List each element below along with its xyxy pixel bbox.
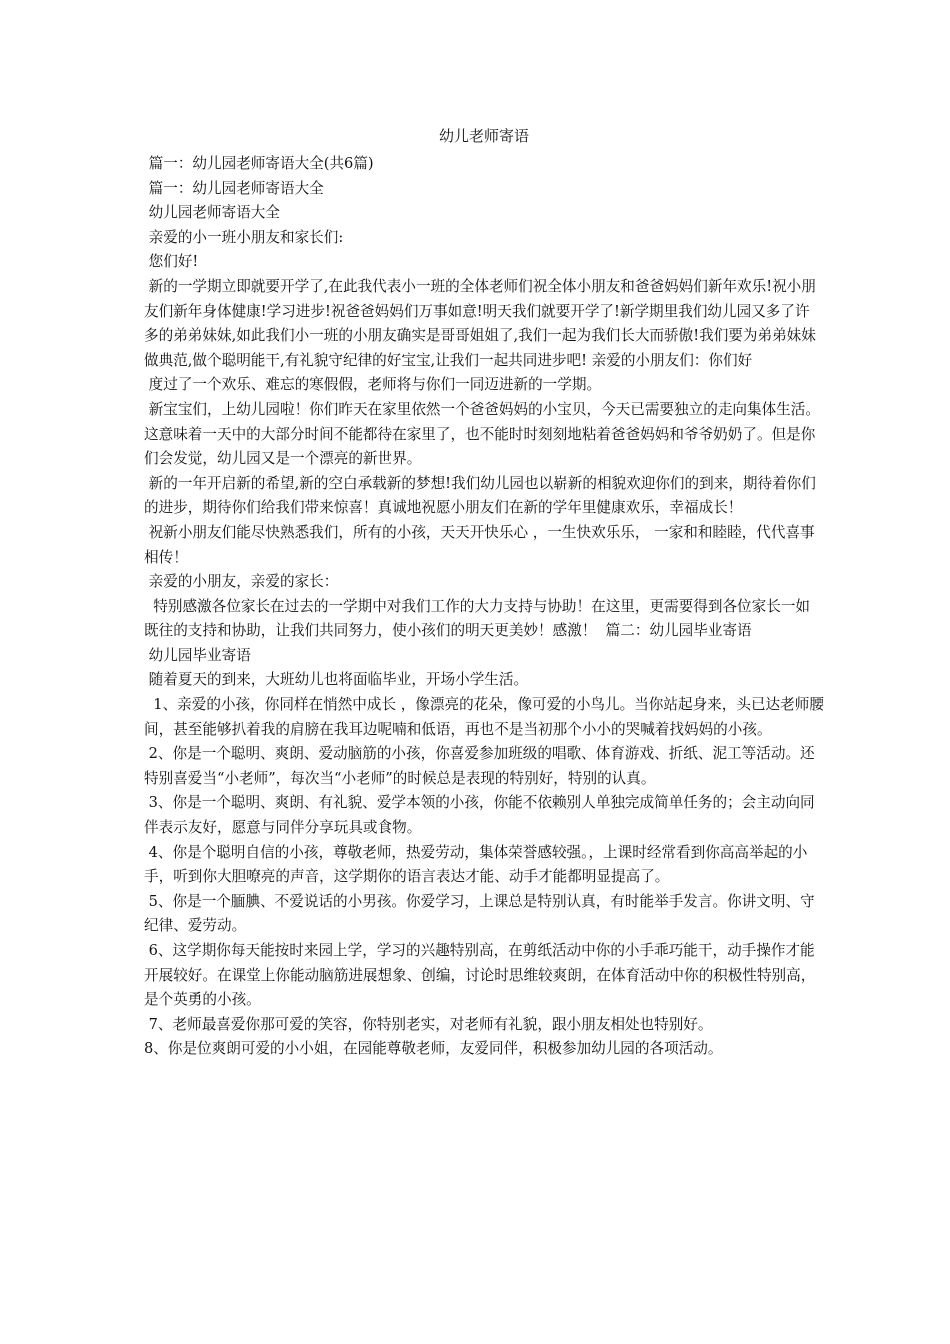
document-title: 幼儿老师寄语 [438,127,529,145]
document-body [144,152,824,1062]
paragraph: 8、你是位爽朗可爱的小小姐，在园能尊敬老师，友爱同伴，积极参加幼儿园的各项活动。 [144,1040,723,1058]
paragraph: 您们好! [144,253,199,271]
paragraph: 6、这学期你每天能按时来园上学，学习的兴趣特别高，在剪纸活动中你的小手乖巧能干，动手操作才能开展较好。在课堂上你能动脑筋进展想象、创编，讨论时思维较爽朗，在体育活动中你的积极性特别高，是个英勇的小孩。 [144,942,816,1009]
paragraph: 3、你是一个聪明、爽朗、有礼貌、爱学本领的小孩，你能不依赖别人单独完成简单任务的；会主动向同伴表示友好，愿意与同伴分享玩具或食物。 [144,794,815,837]
paragraph: 随着夏天的到来，大班幼儿也将面临毕业，开场小学生活。 [144,671,529,689]
paragraph: 4、你是个聪明自信的小孩，尊敬老师，热爱劳动，集体荣誉感较强。，上课时经常看到你高高举起的小手，听到你大胆嘹亮的声音，这学期你的语言表达才能、动手才能都明显提高了。 [144,843,808,886]
paragraph: 1、亲爱的小孩，你同样在悄然中成长 ，像漂亮的花朵，像可爱的小鸟儿。当你站起身来，头已达老师腰间，甚至能够扒着我的肩膀在我耳边呢喃和低语，再也不是当初那个小小的哭喊着找妈妈的小孩。 [144,696,824,738]
paragraph: 新的一年开启新的希望,新的空白承载新的梦想!我们幼儿园也以崭新的相貌欢迎你们的到来，期待着你们的进步，期待你们给我们带来惊喜！真诚地祝愿小朋友们在新的学年里健康欢乐，幸福成长！ [144,474,816,517]
paragraph: 幼儿园老师寄语大全 [144,204,280,222]
document-page [144,124,824,1062]
paragraph: 祝新小朋友们能尽快熟悉我们，所有的小孩，天天开快乐心 ，一生快欢乐乐， 一家和和睦睦，代代喜事相传！ [144,523,815,566]
paragraph: 特别感激各位家长在过去的一学期中对我们工作的大力支持与协助！在这里，更需要得到各位家长一如既往的支持和协助，让我们共同努力，使小孩们的明天更美妙！感激！ 篇二：幼儿园毕业寄语 [144,597,811,640]
paragraph: 篇一：幼儿园老师寄语大全 [144,179,324,197]
paragraph: 2、你是一个聪明、爽朗、爱动脑筋的小孩，你喜爱参加班级的唱歌、体育游戏、折纸、泥工等活动。还特别喜爱当“小老师”，每次当“小老师”的时候总是表现的特别好，特别的认真。 [144,745,815,787]
paragraph: 5、你是一个腼腆、不爱说话的小男孩。你爱学习，上课总是特别认真，有时能举手发言。你讲文明、守纪律、爱劳动。 [144,892,815,935]
paragraph: 度过了一个欢乐、难忘的寒假假，老师将与你们一同迈进新的一学期。 [144,376,602,394]
paragraph: 新宝宝们，上幼儿园啦！你们昨天在家里依然一个爸爸妈妈的小宝贝，今天已需要独立的走向集体生活。这意味着一天中的大部分时间不能都待在家里了，也不能时时刻刻地粘着爸爸妈妈和爷爷奶奶了。但是你们会发觉，幼儿园又是一个漂亮的新世界。 [144,400,820,468]
paragraph: 新的一学期立即就要开学了,在此我代表小一班的全体老师们祝全体小朋友和爸爸妈妈们新年欢乐!祝小朋友们新年身体健康!学习进步!祝爸爸妈妈们万事如意!明天我们就要开学了!新学期里我们幼儿园又多了许多的弟弟妹妹,如此我们小一班的小朋友确实是哥哥姐姐了,我们一起为我们长大而骄傲!我们要为弟弟妹妹做典范,做个聪明能干,有礼貌守纪律的好宝宝,让我们一起共同进步吧! 亲爱的小朋友们：你们好 [144,277,816,369]
paragraph: 篇一：幼儿园老师寄语大全(共6篇) [144,155,374,172]
paragraph: 亲爱的小朋友，亲爱的家长： [144,573,339,591]
paragraph: 幼儿园毕业寄语 [144,646,251,664]
paragraph: 亲爱的小一班小朋友和家长们: [144,228,344,246]
paragraph: 7、老师最喜爱你那可爱的笑容，你特别老实，对老师有礼貌，跟小朋友相处也特别好。 [144,1015,713,1033]
